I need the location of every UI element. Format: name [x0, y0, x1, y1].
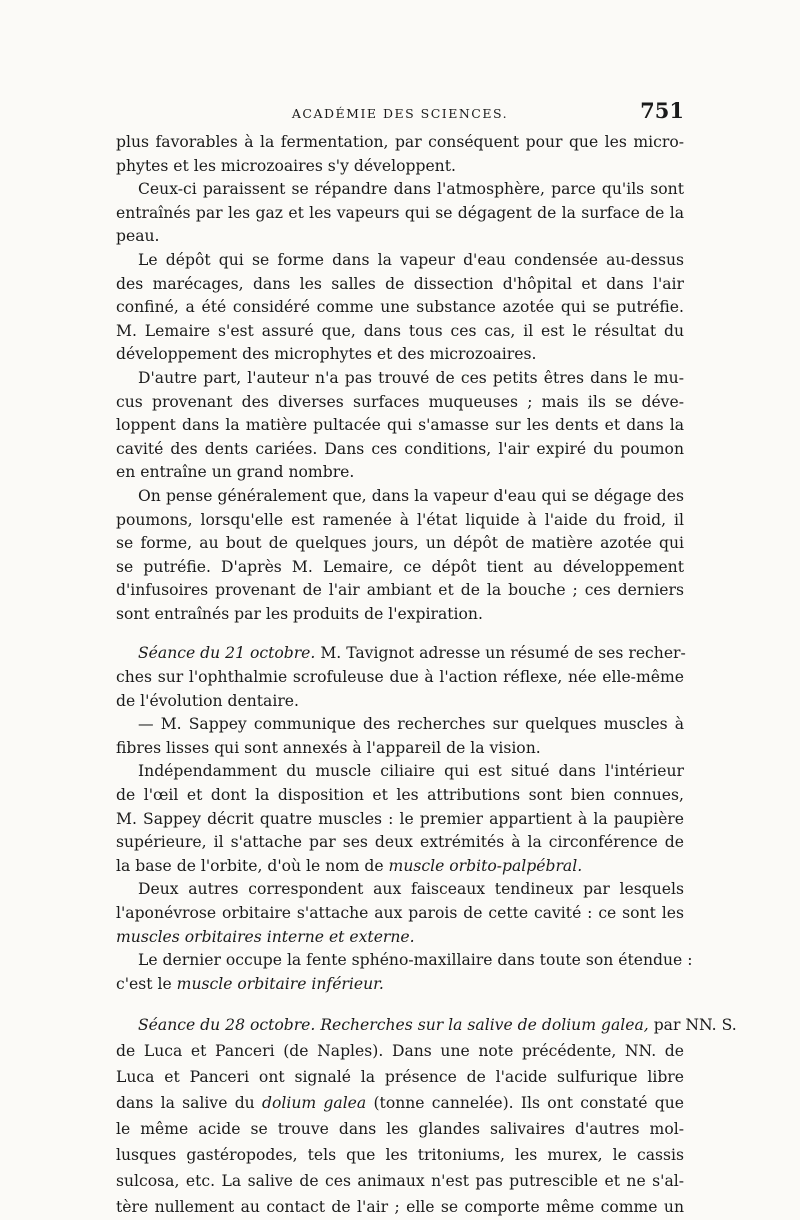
text-line: se putréfie. D'après M. Lemaire, ce dépôt tient au développement: [116, 557, 684, 576]
text-line: Luca et Panceri ont signalé la présence de l'acide sulfurique libre: [116, 1068, 684, 1087]
text-line: sulcosa, etc. La salive de ces animaux n'est pas putrescible et ne s'al-: [116, 1172, 684, 1191]
text-line: lusques gastéropodes, tels que les tritoniums, les murex, le cassis: [116, 1146, 684, 1165]
text-line: de Luca et Panceri (de Naples). Dans une note précédente, NN. de: [116, 1042, 684, 1061]
paragraph-deux-autres: [116, 878, 684, 949]
text-line: entraînés par les gaz et les vapeurs qui se dégagent de la surface de la: [116, 203, 684, 222]
text-line: [116, 926, 684, 950]
text-line: cavité des dents cariées. Dans ces conditions, l'air expiré du poumon: [116, 439, 684, 458]
section-gap: [116, 626, 684, 642]
text-line: [116, 642, 684, 666]
text-line: phytes et les microzoaires s'y développent.: [116, 156, 456, 175]
text-span: la base de l'orbite, d'où le nom de: [116, 856, 389, 875]
text-line: plus favorables à la fermentation, par conséquent pour que les micro-: [116, 133, 684, 151]
species-name: dolium galea: [261, 1094, 367, 1113]
text-line: fibres lisses qui sont annexés à l'appareil de la vision.: [116, 738, 541, 757]
text-line: peau.: [116, 227, 160, 246]
text-span: (tonne cannelée). Ils ont constaté que: [366, 1094, 684, 1113]
text-line: [116, 973, 684, 997]
paragraph-depot: [116, 249, 684, 367]
text-line: cus provenant des diverses surfaces muqueuses ; mais ils se déve-: [116, 392, 684, 411]
text-line: Deux autres correspondent aux faisceaux tendineux par lesquels: [138, 880, 684, 899]
text-line: poumons, lorsqu'elle est ramenée à l'état liquide à l'aide du froid, il: [116, 510, 684, 529]
text-line: Le dépôt qui se forme dans la vapeur d'eau condensée au-dessus: [138, 250, 684, 269]
text-line: ches sur l'ophthalmie scrofuleuse due à l'action réflexe, née elle-même: [116, 668, 684, 687]
text-line: de l'œil et dont la disposition et les attributions sont bien connues,: [116, 786, 684, 805]
text-line: tère nullement au contact de l'air ; elle se comporte même comme un: [116, 1198, 684, 1217]
seance-date: Séance du 21 octobre.: [138, 644, 316, 663]
seance-21-octobre: [116, 642, 684, 713]
text-span: c'est le: [116, 974, 177, 993]
paragraph-ciliaire: [116, 760, 684, 878]
text-line: l'aponévrose orbitaire s'attache aux parois de cette cavité : ce sont les: [116, 904, 684, 922]
paragraph-mucus: [116, 367, 684, 485]
paragraph-atmosphere: [116, 178, 684, 249]
text-line: On pense généralement que, dans la vapeur d'eau qui se dégage des: [138, 486, 684, 505]
text-line: [116, 1090, 684, 1116]
paragraph-sappey: [116, 713, 684, 760]
text-span: M. Tavignot adresse un résumé de ses recher-: [315, 644, 686, 663]
text-line: se forme, au bout de quelques jours, un dépôt de matière azotée qui: [116, 534, 684, 553]
running-head: ACADÉMIE DES SCIENCES.: [291, 106, 509, 121]
text-line: Le dernier occupe la fente sphéno-maxillaire dans toute son étendue :: [138, 951, 693, 970]
paragraph-vapeur: [116, 485, 684, 627]
page-body: [116, 131, 737, 1220]
seance-28-octobre: [116, 1012, 737, 1220]
section-gap: [116, 996, 684, 1012]
text-line: [116, 1012, 737, 1038]
muscle-name: muscle orbitaire inférieur.: [176, 974, 384, 993]
text-line: M. Lemaire s'est assuré que, dans tous ces cas, il est le résultat du: [116, 321, 684, 340]
text-span: dans la salive du: [116, 1094, 262, 1113]
text-line: loppent dans la matière pultacée qui s'amasse sur les dents et dans la: [116, 416, 684, 435]
paragraph-dernier: [116, 949, 693, 996]
seance-date: Séance du 28 octobre.: [138, 1016, 316, 1035]
text-line: sont entraînés par les produits de l'expiration.: [116, 604, 483, 623]
text-span: par NN. S.: [648, 1016, 737, 1035]
text-line: D'autre part, l'auteur n'a pas trouvé de ces petits êtres dans le mu-: [138, 368, 684, 387]
text-line: Indépendamment du muscle ciliaire qui est situé dans l'intérieur: [138, 762, 684, 781]
page-number: 751: [640, 98, 684, 123]
text-line: confiné, a été considéré comme une substance azotée qui se putréfie.: [116, 298, 684, 317]
seance-title: Recherches sur la salive de dolium galea,: [315, 1016, 649, 1035]
text-line: de l'évolution dentaire.: [116, 691, 299, 710]
text-line: développement des microphytes et des microzoaires.: [116, 345, 537, 364]
text-line: — M. Sappey communique des recherches sur quelques muscles à: [138, 715, 684, 734]
page-header: [116, 98, 684, 128]
text-line: des marécages, dans les salles de dissection d'hôpital et dans l'air: [116, 274, 684, 293]
text-line: Ceux-ci paraissent se répandre dans l'atmosphère, parce qu'ils sont: [138, 180, 684, 199]
text-line: d'infusoires provenant de l'air ambiant et de la bouche ; ces derniers: [116, 581, 684, 600]
muscle-name: muscle orbito-palpébral.: [388, 856, 583, 875]
text-line: en entraîne un grand nombre.: [116, 463, 355, 482]
text-line: [116, 855, 684, 879]
text-line: M. Sappey décrit quatre muscles : le premier appartient à la paupière: [116, 809, 684, 828]
text-line: supérieure, il s'attache par ses deux extrémités à la circonférence de: [116, 833, 684, 852]
muscle-name: muscles orbitaires interne et externe.: [116, 927, 415, 946]
text-line: le même acide se trouve dans les glandes salivaires d'autres mol-: [116, 1120, 684, 1139]
paragraph-fermentation: [116, 131, 684, 178]
